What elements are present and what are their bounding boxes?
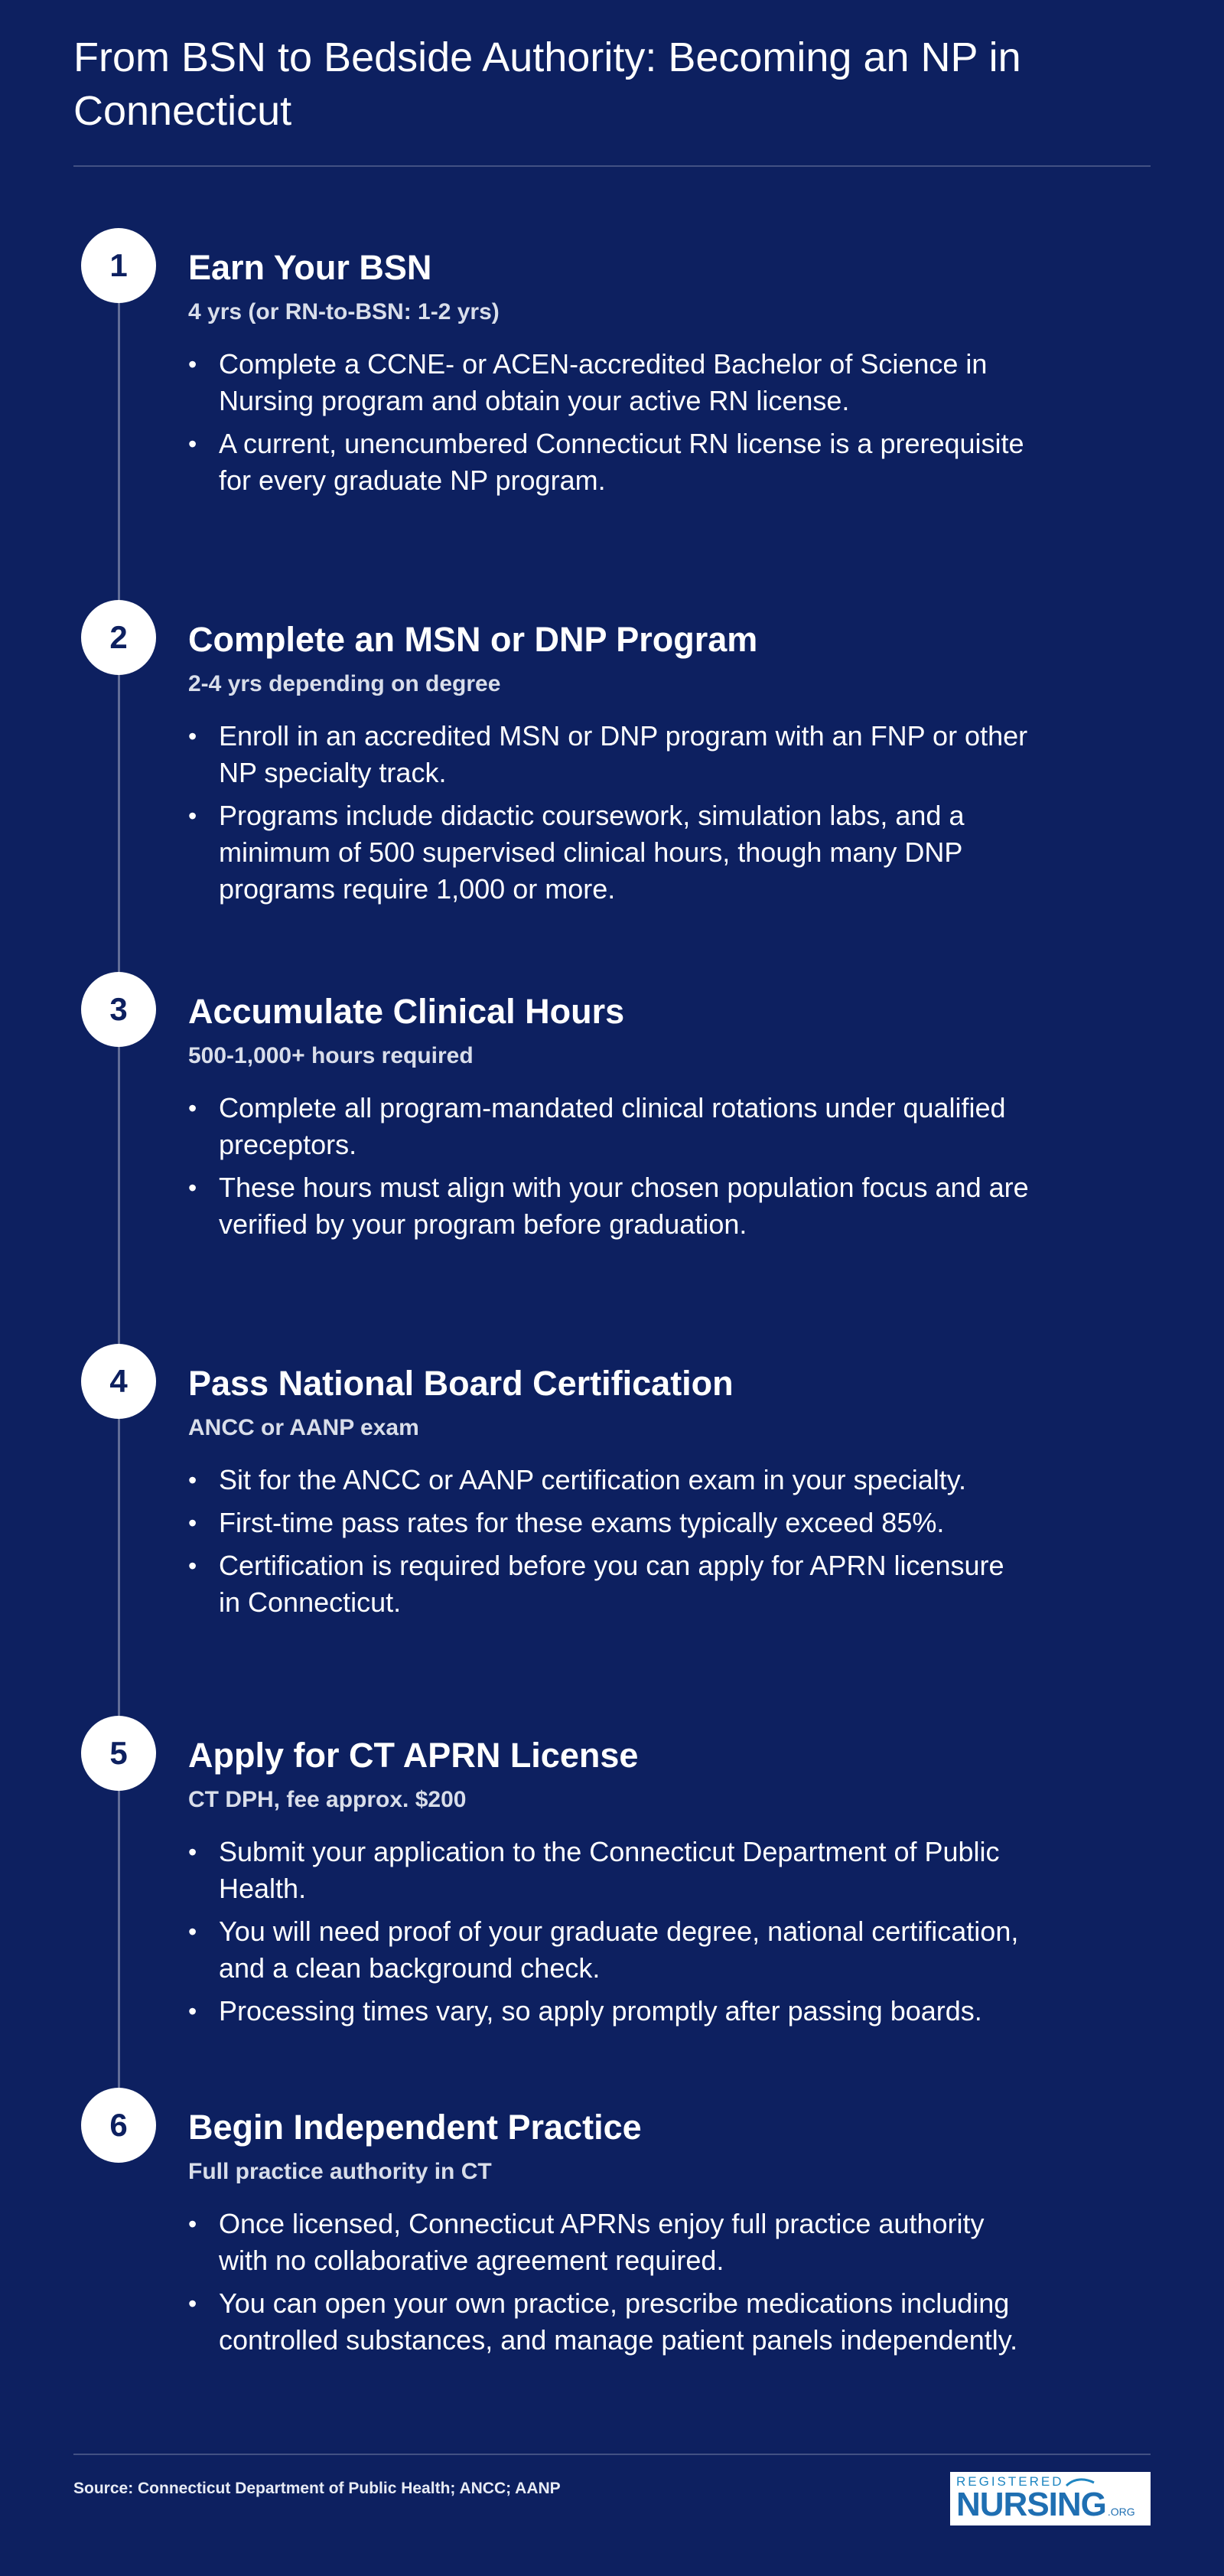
- bullet-item: • First-time pass rates for these exams typically exceed 85%.: [188, 1505, 1030, 1541]
- step-subtitle: 2-4 yrs depending on degree: [188, 671, 501, 696]
- bullet-item: • Programs include didactic coursework, simulation labs, and a minimum of 500 supervised clinical hours, though many DNP programs require 1,000 or more.: [188, 797, 1030, 908]
- step-content: [188, 1716, 1030, 2036]
- page-title: From BSN to Bedside Authority: Becoming an NP in Connecticut: [73, 34, 1021, 134]
- bullet-item: • Certification is required before you can apply for APRN licensure in Connecticut.: [188, 1547, 1030, 1621]
- step-number-circle: 6: [81, 2088, 156, 2163]
- logo-top-text: REGISTERED: [956, 2474, 1064, 2489]
- step-title: Apply for CT APRN License: [188, 1736, 639, 1775]
- bullet-item: • A current, unencumbered Connecticut RN license is a prerequisite for every graduate NP program.: [188, 426, 1030, 499]
- step-bullet-list: [188, 346, 1030, 499]
- step-title: Begin Independent Practice: [188, 2108, 642, 2147]
- step-bullet-list: [188, 2206, 1030, 2359]
- bullet-item: • Complete all program-mandated clinical rotations under qualified preceptors.: [188, 1090, 1030, 1163]
- bullet-item: • Submit your application to the Connecticut Department of Public Health.: [188, 1834, 1030, 1907]
- step-content: [188, 228, 1030, 505]
- step-number-circle: 5: [81, 1716, 156, 1791]
- bullet-item: • You will need proof of your graduate degree, national certification, and a clean background check.: [188, 1913, 1030, 1987]
- step-subtitle: 500-1,000+ hours required: [188, 1043, 474, 1068]
- step-title: Earn Your BSN: [188, 248, 432, 287]
- title-divider: [73, 165, 1151, 167]
- step-content: [188, 600, 1030, 914]
- step-title: Complete an MSN or DNP Program: [188, 620, 758, 659]
- source-note: Source: Connecticut Department of Public Health; ANCC; AANP: [73, 2480, 561, 2497]
- step-number-circle: 2: [81, 600, 156, 675]
- step-title: Pass National Board Certification: [188, 1364, 734, 1403]
- step-subtitle: Full practice authority in CT: [188, 2159, 492, 2184]
- step-content: [188, 972, 1030, 1249]
- bullet-item: • Enroll in an accredited MSN or DNP program with an FNP or other NP specialty track.: [188, 718, 1030, 791]
- bullet-item: • Once licensed, Connecticut APRNs enjoy full practice authority with no collaborative agreement required.: [188, 2206, 1030, 2279]
- registered-nursing-logo: [950, 2472, 1151, 2525]
- bullet-item: • You can open your own practice, prescribe medications including controlled substances, and manage patient panels independently.: [188, 2285, 1030, 2359]
- bullet-item: • Complete a CCNE- or ACEN-accredited Bachelor of Science in Nursing program and obtain your active RN license.: [188, 346, 1030, 419]
- swoosh-icon: [1065, 2477, 1095, 2487]
- step-bullet-list: [188, 718, 1030, 908]
- step-bullet-list: [188, 1090, 1030, 1243]
- step-subtitle: ANCC or AANP exam: [188, 1415, 419, 1440]
- bullet-item: • Processing times vary, so apply promptly after passing boards.: [188, 1993, 1030, 2030]
- step-content: [188, 1344, 1030, 1627]
- step-subtitle: CT DPH, fee approx. $200: [188, 1787, 467, 1812]
- step-number-circle: 3: [81, 972, 156, 1047]
- step-bullet-list: [188, 1462, 1030, 1621]
- step-number-circle: 1: [81, 228, 156, 303]
- step-bullet-list: [188, 1834, 1030, 2030]
- timeline-line: [118, 268, 120, 2128]
- bullet-item: • Sit for the ANCC or AANP certification exam in your specialty.: [188, 1462, 1030, 1498]
- footer-divider: [73, 2454, 1151, 2455]
- bullet-item: • These hours must align with your chosen population focus and are verified by your program before graduation.: [188, 1169, 1030, 1243]
- logo-suffix-text: .ORG: [1107, 2506, 1135, 2518]
- logo-main-text: NURSING: [956, 2486, 1106, 2523]
- step-title: Accumulate Clinical Hours: [188, 992, 625, 1031]
- step-subtitle: 4 yrs (or RN-to-BSN: 1-2 yrs): [188, 299, 500, 324]
- step-content: [188, 2088, 1030, 2365]
- step-number-circle: 4: [81, 1344, 156, 1419]
